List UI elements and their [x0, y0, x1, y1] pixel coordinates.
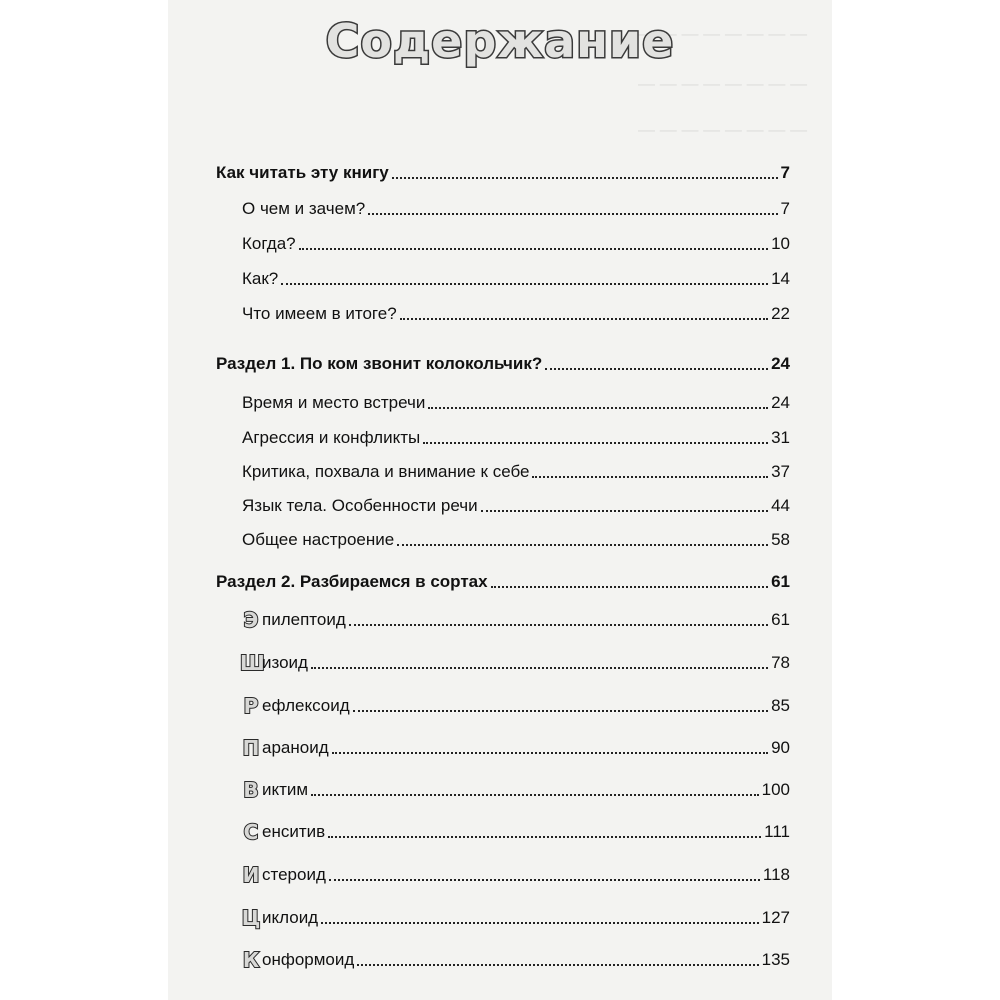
toc-page-number: 111 [764, 822, 790, 841]
dot-leader [545, 368, 768, 370]
toc-page-number: 58 [771, 530, 790, 549]
toc-entry-label: Что имеем в итоге? [242, 304, 397, 323]
toc-entry [216, 949, 790, 971]
book-page [168, 0, 832, 1000]
toc-entry-label: Агрессия и конфликты [242, 428, 421, 447]
toc-page-number: 85 [771, 696, 790, 715]
dot-leader [311, 794, 759, 796]
dot-leader [400, 318, 768, 320]
decorative-initial-letter: К [242, 948, 260, 972]
toc-entry-label-rest: изоид [262, 653, 308, 672]
toc-entry [216, 495, 790, 517]
decorative-initial-letter: И [242, 863, 260, 887]
dot-leader [332, 752, 768, 754]
show-through-text: — — — — — — — — [638, 120, 808, 139]
toc-page-number: 118 [762, 865, 790, 884]
toc-page-number: 31 [771, 428, 790, 447]
decorative-initial-letter: Э [243, 608, 259, 632]
toc-page-number: 135 [761, 950, 790, 969]
toc-entry [216, 695, 790, 717]
toc-page-number: 10 [771, 234, 790, 253]
toc-entry-label: Язык тела. Особенности речи [242, 496, 478, 515]
toc-entry [216, 162, 790, 184]
toc-entry-label [216, 821, 325, 843]
dot-leader [532, 476, 768, 478]
toc-entry-label: Как? [242, 269, 279, 288]
toc-entry [216, 198, 790, 220]
decorative-initial-letter: Ц [241, 906, 261, 930]
toc-entry-label-rest: енситив [262, 822, 326, 841]
toc-entry-label [216, 779, 308, 801]
toc-page-number: 100 [761, 780, 790, 799]
dot-leader [481, 510, 769, 512]
toc-entry [216, 609, 790, 631]
toc-entry-label: Как читать эту книгу [216, 163, 389, 182]
toc-entry [216, 268, 790, 290]
decorative-initial-letter: В [243, 778, 259, 802]
toc-entry [216, 353, 790, 375]
show-through-text: — — — — — — — — [638, 74, 808, 93]
toc-page-number: 7 [780, 163, 790, 182]
toc-page-number: 61 [771, 610, 790, 629]
toc-entry-label-rest: араноид [262, 738, 329, 757]
toc-entry-label-rest: онформоид [262, 950, 355, 969]
toc-entry [216, 652, 790, 674]
toc-entry-label [216, 907, 318, 929]
dot-leader [328, 836, 761, 838]
toc-entry [216, 737, 790, 759]
toc-entry-label [216, 864, 326, 886]
decorative-initial-letter: Р [243, 694, 259, 718]
dot-leader [428, 407, 768, 409]
toc-entry [216, 461, 790, 483]
toc-entry-label: Общее настроение [242, 530, 395, 549]
toc-entry-label-rest: иклоид [262, 908, 319, 927]
toc-entry-label: Когда? [242, 234, 296, 253]
toc-entry-label [216, 949, 354, 971]
toc-page-number: 7 [780, 199, 790, 218]
toc-page-number: 22 [771, 304, 790, 323]
toc-entry-label: Раздел 1. По ком звонит колокольчик? [216, 354, 543, 373]
dot-leader [311, 667, 768, 669]
toc-entry-label [216, 737, 329, 759]
dot-leader [397, 544, 768, 546]
toc-entry [216, 529, 790, 551]
toc-entry-label: Время и место встречи [242, 393, 426, 412]
toc-entry-label: Раздел 2. Разбираемся в сортах [216, 572, 488, 591]
toc-entry-label-rest: пилептоид [262, 610, 346, 629]
dot-leader [423, 442, 768, 444]
toc-entry [216, 779, 790, 801]
show-through-text: — — — — — — — — [638, 24, 808, 43]
dot-leader [357, 964, 758, 966]
toc-entry [216, 427, 790, 449]
dot-leader [392, 177, 778, 179]
page-title: Содержание [325, 14, 675, 68]
toc-entry-label-rest: стероид [262, 865, 326, 884]
toc-entry [216, 571, 790, 593]
toc-entry-label [216, 609, 346, 631]
toc-page-number: 127 [761, 908, 790, 927]
dot-leader [329, 879, 760, 881]
toc-page-number: 14 [771, 269, 790, 288]
toc-entry [216, 864, 790, 886]
toc-entry-label-rest: ефлексоид [262, 696, 350, 715]
toc-entry-label [216, 652, 308, 674]
toc-entry [216, 392, 790, 414]
toc-entry [216, 821, 790, 843]
dot-leader [299, 248, 768, 250]
toc-entry [216, 907, 790, 929]
toc-entry-label [216, 695, 350, 717]
toc-page-number: 78 [771, 653, 790, 672]
dot-leader [281, 283, 768, 285]
toc-page-number: 44 [771, 496, 790, 515]
toc-page-number: 24 [771, 354, 790, 373]
dot-leader [368, 213, 777, 215]
dot-leader [321, 922, 759, 924]
dot-leader [353, 710, 768, 712]
toc-page-number: 37 [771, 462, 790, 481]
decorative-initial-letter: П [242, 736, 260, 760]
toc-page-number: 90 [771, 738, 790, 757]
dot-leader [491, 586, 769, 588]
toc-entry [216, 233, 790, 255]
decorative-initial-letter: Ш [240, 651, 265, 675]
toc-entry-label-rest: иктим [262, 780, 309, 799]
toc-entry-label: Критика, похвала и внимание к себе [242, 462, 530, 481]
toc-entry-label: О чем и зачем? [242, 199, 366, 218]
decorative-initial-letter: С [243, 820, 259, 844]
toc-page-number: 24 [771, 393, 790, 412]
dot-leader [349, 624, 768, 626]
toc-page-number: 61 [771, 572, 790, 591]
toc-entry [216, 303, 790, 325]
